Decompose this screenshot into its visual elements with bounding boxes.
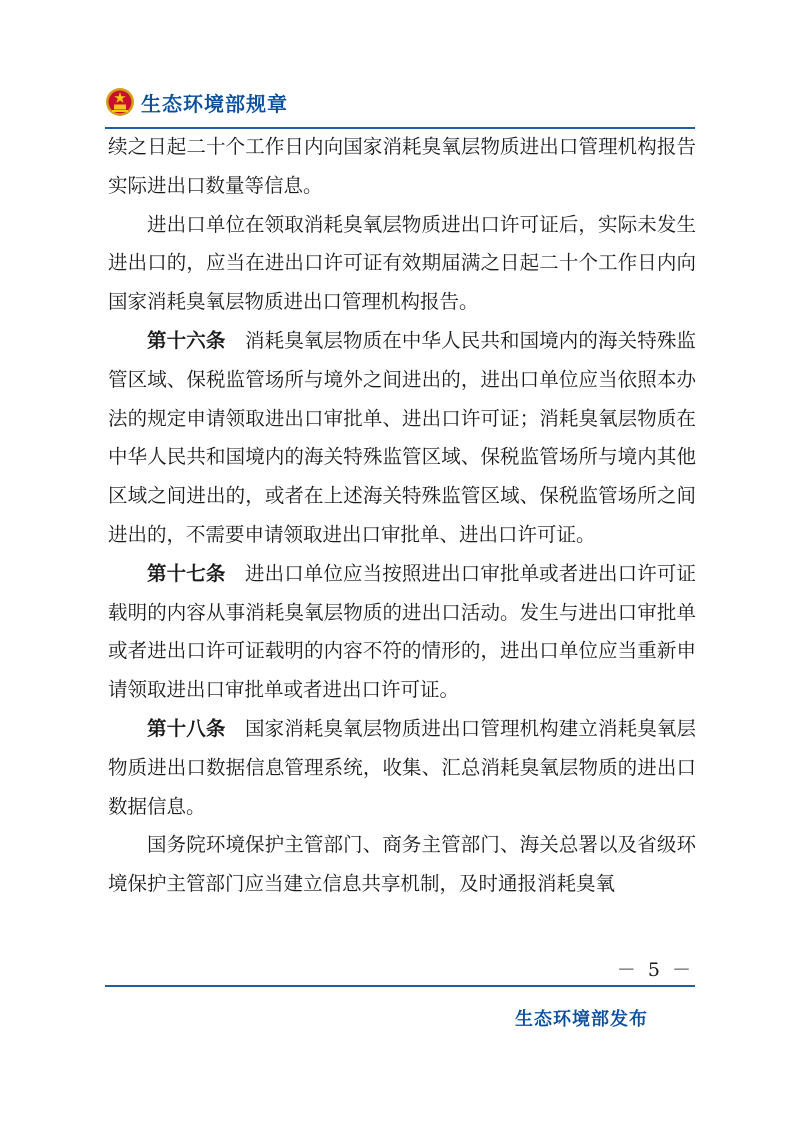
article-label: 第十七条	[147, 561, 226, 585]
national-emblem-icon	[105, 87, 135, 117]
footer-publisher: 生态环境部发布	[515, 1009, 648, 1030]
page-number: － 5 －	[616, 959, 694, 981]
paragraph	[108, 826, 696, 904]
paragraph-text: 续之日起二十个工作日内向国家消耗臭氧层物质进出口管理机构报告实际进出口数量等信息。	[108, 135, 696, 197]
header-title: 生态环境部规章	[141, 91, 288, 116]
article-label: 第十八条	[147, 716, 226, 740]
paragraph-text: 进出口单位应当按照进出口审批单或者进出口许可证载明的内容从事消耗臭氧层物质的进出口活动。发生与进出口审批单或者进出口许可证载明的内容不符的情形的，进出口单位应当重新申请领取进出口审批单或者进出口许可证。	[108, 561, 696, 702]
article-18	[108, 710, 696, 826]
paragraph-continuation	[108, 128, 696, 206]
paragraph-text: 消耗臭氧层物质在中华人民共和国境内的海关特殊监管区域、保税监管场所与境外之间进出的，进出口单位应当依照本办法的规定申请领取进出口审批单、进出口许可证；消耗臭氧层物质在中华人民共和国境内的海关特殊监管区域、保税监管场所与境内其他区域之间进出的，或者在上述海关特殊监管区域、保税监管场所之间进出的，不需要申请领取进出口审批单、进出口许可证。	[108, 328, 696, 546]
page-header	[105, 84, 288, 120]
paragraph-text: 国家消耗臭氧层物质进出口管理机构建立消耗臭氧层物质进出口数据信息管理系统，收集、汇总消耗臭氧层物质的进出口数据信息。	[108, 716, 696, 818]
article-label: 第十六条	[147, 328, 226, 352]
paragraph	[108, 206, 696, 322]
document-body	[108, 128, 696, 904]
article-16	[108, 322, 696, 555]
paragraph-text: 进出口单位在领取消耗臭氧层物质进出口许可证后，实际未发生进出口的，应当在进出口许可证有效期届满之日起二十个工作日内向国家消耗臭氧层物质进出口管理机构报告。	[108, 212, 696, 314]
paragraph-text: 国务院环境保护主管部门、商务主管部门、海关总署以及省级环境保护主管部门应当建立信息共享机制，及时通报消耗臭氧	[108, 833, 696, 896]
footer-divider	[105, 985, 695, 987]
article-17	[108, 555, 696, 710]
